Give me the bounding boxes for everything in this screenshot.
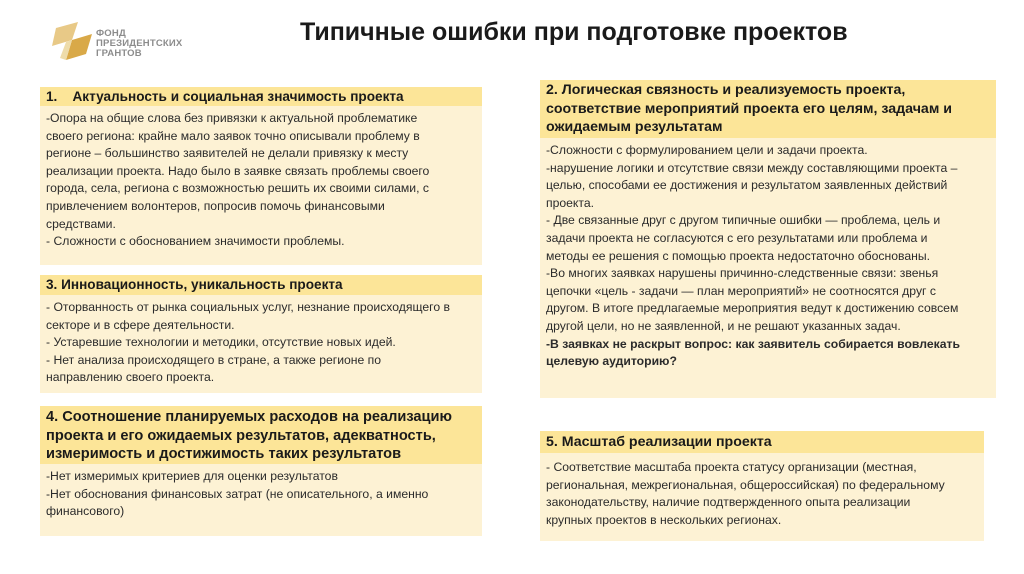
card-relevance-line: привлечением волонтеров, попросив помочь финансовыми	[46, 198, 385, 213]
fund-logo-icon	[52, 20, 94, 60]
card-logic-line: целью, способами ее достижения и результатом заявленных действий	[546, 178, 948, 193]
card-logic-line: задачи проекта не согласуются с его результатами или проблема и	[546, 230, 928, 245]
card-relevance-line: своего региона: крайне мало заявок точно описывали проблему в	[46, 128, 420, 143]
card-innovation-line: направлению своего проекта.	[46, 370, 215, 385]
card-costs-title-line: измеримость и достижимость таких результатов	[46, 446, 402, 462]
card-relevance-body	[40, 106, 482, 265]
card-logic-bold-line: -В заявках не раскрыт вопрос: как заявитель собирается вовлекать	[546, 336, 960, 351]
card-logic-title-line: ожидаемым результатам	[546, 119, 723, 135]
card-logic-body	[540, 138, 996, 398]
card-innovation-line: секторе и в сфере деятельности.	[46, 317, 235, 332]
card-costs-line: -Нет обоснования финансовых затрат (не описательного, а именно	[46, 486, 429, 501]
card-relevance-line: -Опора на общие слова без привязки к актуальной проблематике	[46, 111, 418, 125]
card-relevance-number: 1.	[46, 89, 58, 104]
card-logic-line: -нарушение логики и отсутствие связи между составляющими проекта –	[546, 160, 958, 175]
card-innovation-title: 3. Инновационность, уникальность проекта	[46, 277, 343, 292]
card-logic-line: - Две связанные друг с другом типичные ошибки — проблема, цель и	[546, 213, 941, 228]
card-logic-title-line: 2. Логическая связность и реализуемость проекта,	[546, 82, 906, 98]
card-innovation-heading	[40, 275, 482, 295]
card-logic-title-line: соответствие мероприятий проекта его целям, задачам и	[546, 100, 952, 117]
card-logic-line: проекта.	[546, 195, 595, 210]
logo-line-3: ГРАНТОВ	[96, 48, 142, 59]
card-scale-line: - Соответствие масштаба проекта статусу организации (местная,	[546, 460, 917, 474]
card-relevance-line: регионе – большинство заявителей не делали привязку к месту	[46, 146, 409, 161]
card-innovation-line: - Устаревшие технологии и методики, отсутствие новых идей.	[46, 335, 396, 350]
card-innovation-line: - Нет анализа происходящего в стране, а также регионе по	[46, 352, 382, 367]
card-innovation	[40, 275, 482, 393]
page-title: Типичные ошибки при подготовке проектов	[300, 18, 848, 46]
card-logic-line: другой цели, но не заявленной, и не решают указанных задач.	[546, 318, 901, 333]
card-scale-line: крупных проектов в нескольких регионах.	[546, 512, 782, 527]
card-scale-body	[540, 453, 984, 541]
card-costs	[40, 406, 482, 536]
card-logic-line: другом. В итоге предлагаемые мероприятия ведут к достижению совсем	[546, 301, 959, 316]
card-costs-title-line: 4. Соотношение планируемых расходов на реализацию	[46, 409, 452, 425]
card-logic-line: -Сложности с формулированием цели и задачи проекта.	[546, 143, 868, 157]
card-relevance-heading	[40, 87, 482, 106]
card-logic-line: цепочки «цель - задачи — план мероприятий» не соотносятся друг с	[546, 283, 936, 298]
card-costs-line: финансового)	[46, 504, 125, 519]
card-logic	[540, 80, 996, 398]
card-costs-title-line: проекта и его ожидаемых результатов, адекватность,	[46, 427, 436, 444]
card-scale-line: законодательству, наличие подтвержденного опыта реализации	[546, 495, 911, 510]
card-scale-line: региональная, межрегиональная, общероссийская) по федеральному	[546, 477, 945, 492]
card-relevance-line: города, села, региона с возможностью решить их своими силами, с	[46, 181, 429, 196]
card-innovation-line: - Оторванность от рынка социальных услуг, незнание происходящего в	[46, 300, 450, 314]
card-scale	[540, 431, 984, 541]
logo-line-1: ФОНД	[96, 28, 126, 39]
card-logic-heading	[540, 80, 996, 138]
card-innovation-body	[40, 295, 482, 393]
card-costs-heading	[40, 406, 482, 464]
logo-line-2: ПРЕЗИДЕНТСКИХ	[96, 38, 183, 49]
card-costs-body	[40, 464, 482, 536]
card-logic-line: -Во многих заявках нарушены причинно-следственные связи: звенья	[546, 266, 939, 281]
card-logic-line: методы ее решения с помощью проекта недостаточно обоснованы.	[546, 248, 930, 263]
card-logic-bold-line: целевую аудиторию?	[546, 354, 677, 369]
card-relevance-line: реализации проекта. Надо было в заявке связать проблемы своего	[46, 163, 430, 178]
logo-text	[96, 29, 182, 59]
card-scale-title: 5. Масштаб реализации проекта	[546, 434, 772, 450]
card-relevance-title: Актуальность и социальная значимость проекта	[72, 89, 404, 104]
card-costs-line: -Нет измеримых критериев для оценки результатов	[46, 469, 338, 483]
card-relevance	[40, 87, 482, 265]
card-relevance-line: - Сложности с обоснованием значимости проблемы.	[46, 234, 345, 249]
card-relevance-line: средствами.	[46, 216, 116, 231]
fund-logo	[52, 20, 212, 66]
card-scale-heading	[540, 431, 984, 453]
